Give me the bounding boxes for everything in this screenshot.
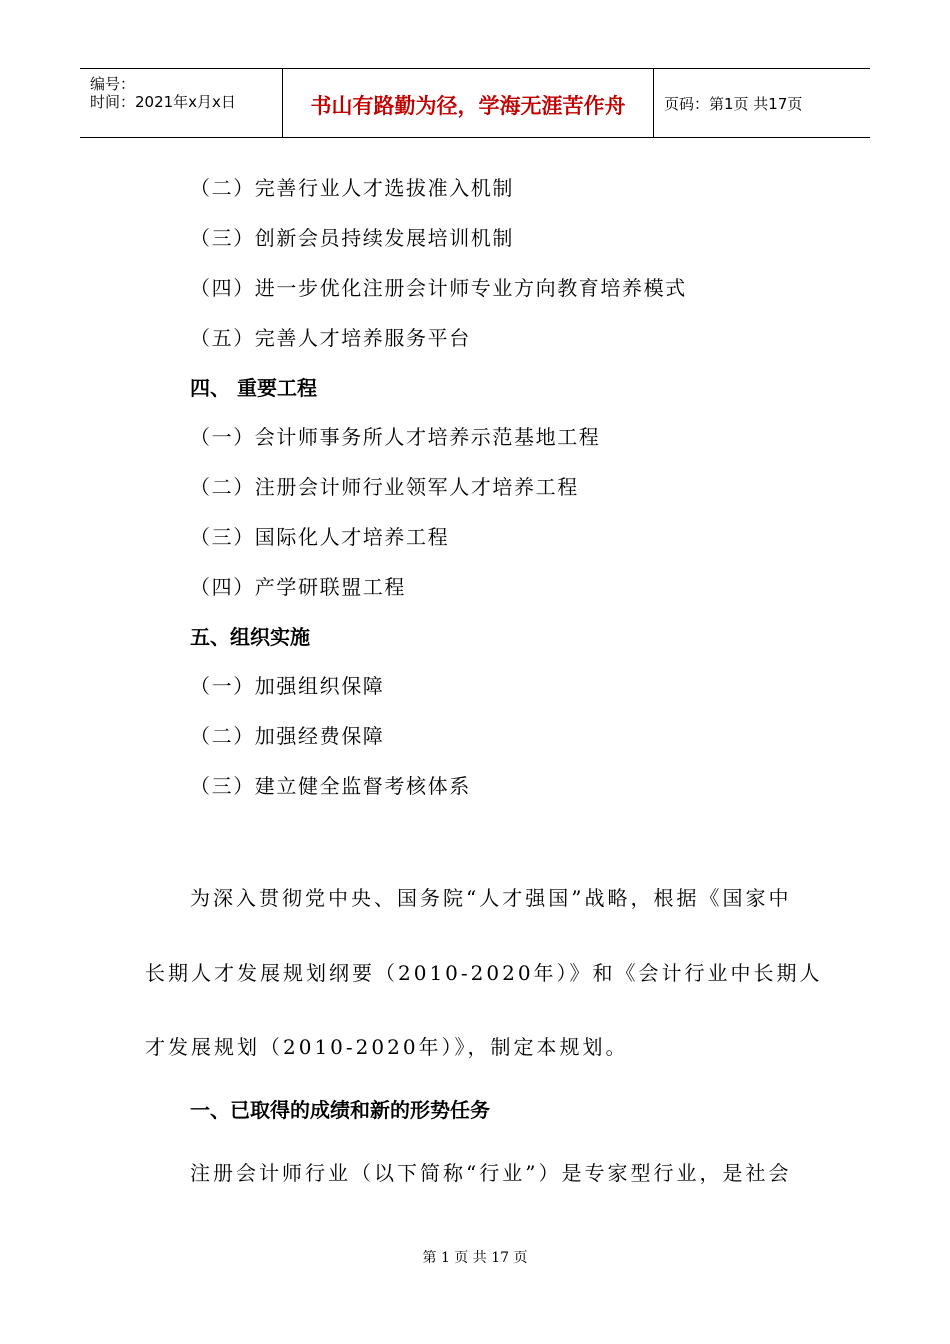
motto: 书山有路勤为径，学海无涯苦作舟	[310, 94, 626, 118]
header-left-cell	[80, 69, 283, 137]
time-label: 时间：2021年x月x日	[90, 93, 236, 111]
outline-item: （五）完善人才培养服务平台	[190, 326, 471, 350]
body-paragraph-line: 注册会计师行业（以下简称“行业”）是专家型行业，是社会	[190, 1161, 792, 1185]
outline-item: （三）国际化人才培养工程	[190, 525, 450, 549]
intro-paragraph-line: 长期人才发展规划纲要（2010-2020年）》和《会计行业中长期人	[145, 961, 823, 985]
outline-item: （一）会计师事务所人才培养示范基地工程	[190, 425, 601, 449]
header-middle-cell	[283, 69, 654, 137]
outline-item: （三）建立健全监督考核体系	[190, 774, 471, 798]
outline-item: （三）创新会员持续发展培训机制	[190, 226, 514, 250]
section-heading: 一、已取得的成绩和新的形势任务	[190, 1098, 490, 1122]
intro-paragraph-line: 才发展规划（2010-2020年）》，制定本规划。	[145, 1035, 629, 1059]
outline-item: （二）加强经费保障	[190, 724, 385, 748]
section-heading: 四、 重要工程	[190, 376, 317, 400]
section-heading: 五、组织实施	[190, 625, 310, 649]
number-label: 编号：	[90, 75, 136, 93]
outline-item: （二）注册会计师行业领军人才培养工程	[190, 475, 579, 499]
header-right-cell	[654, 69, 870, 137]
outline-item: （二）完善行业人才选拔准入机制	[190, 176, 514, 200]
outline-item: （四）产学研联盟工程	[190, 575, 406, 599]
outline-item: （四）进一步优化注册会计师专业方向教育培养模式	[190, 276, 687, 300]
page-info: 页码：第1页 共17页	[664, 95, 803, 113]
header-table	[80, 68, 870, 138]
intro-paragraph-line: 为深入贯彻党中央、国务院“人才强国”战略，根据《国家中	[190, 886, 792, 910]
page-footer: 第 1 页 共 17 页	[422, 1250, 528, 1266]
outline-item: （一）加强组织保障	[190, 674, 385, 698]
